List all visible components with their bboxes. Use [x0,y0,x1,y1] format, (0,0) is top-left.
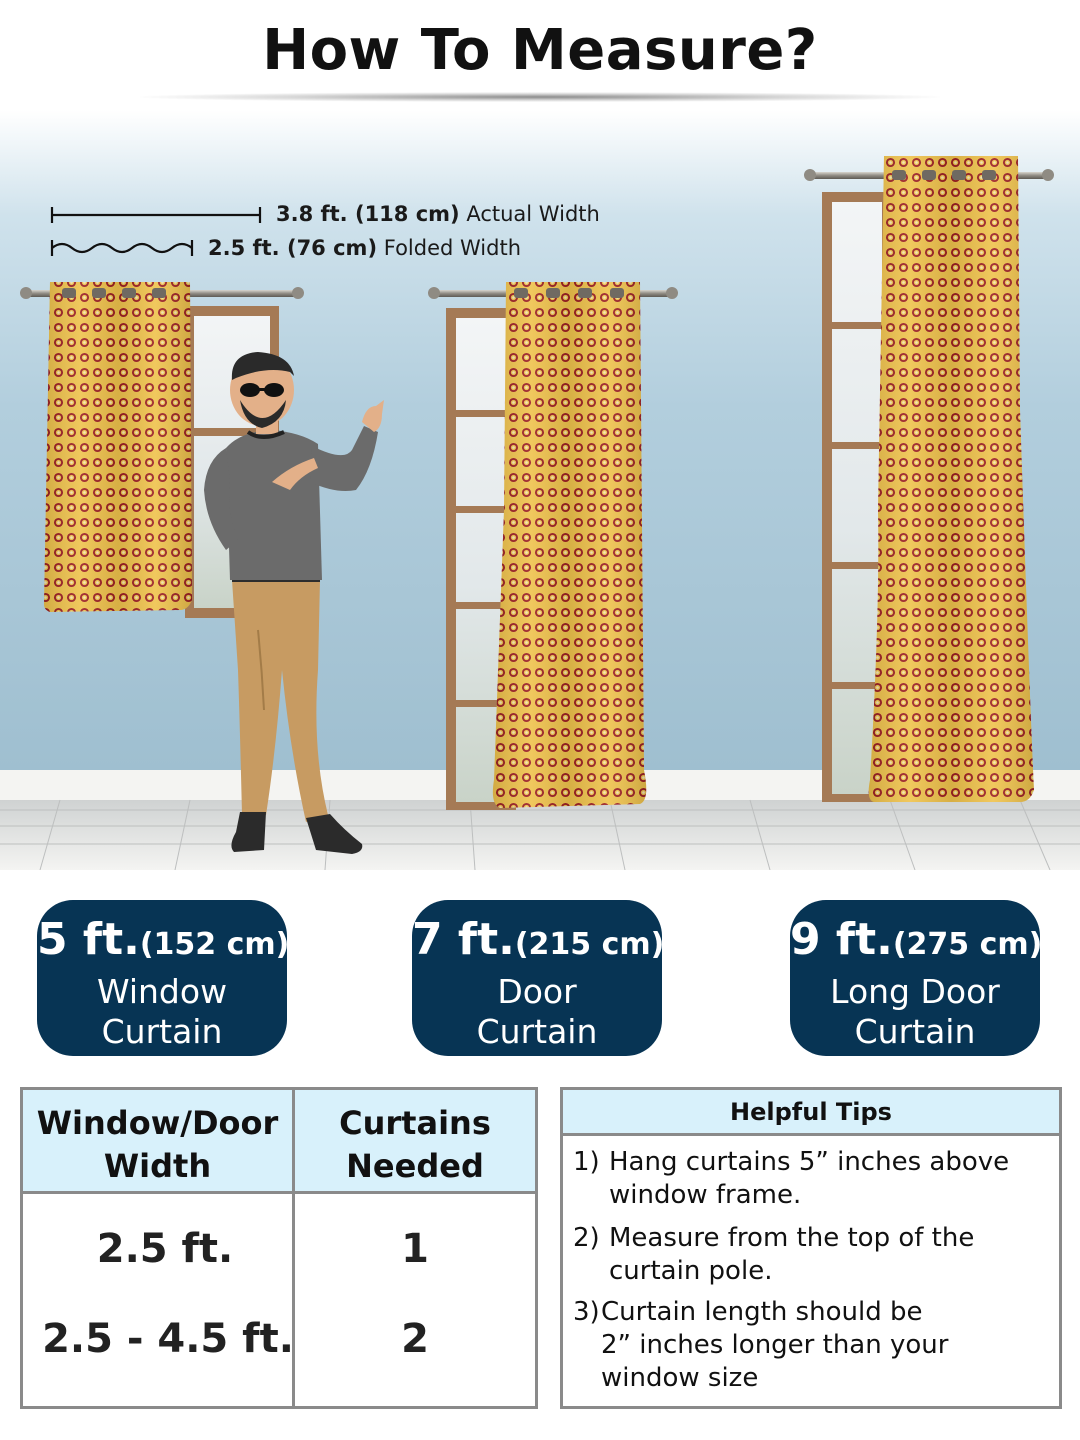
tips-header [563,1090,1059,1136]
badge-label-line1: Long Door [830,972,1000,1011]
helpful-tips-box [560,1087,1062,1409]
badge-size-ft: 5 ft. [37,914,140,965]
badge-label [790,972,1040,1052]
badge-window-curtain [37,900,290,1056]
tip-line: Curtain length should be [601,1297,923,1327]
tip-number: 2) [573,1223,600,1253]
header-line: Window/Door [36,1104,279,1142]
door-curtain [493,282,646,808]
header-curtains-needed [295,1102,535,1188]
badge-long-door-curtain [790,900,1043,1056]
tip-text [609,1222,974,1288]
tip-item [573,1296,1057,1400]
badge-size [412,914,665,965]
badge-size-ft: 9 ft. [790,914,893,965]
badge-size-cm: (152 cm) [139,927,290,962]
badge-label-line2: Curtain [101,1012,223,1051]
width-table [20,1087,538,1409]
tip-line: window size [601,1363,759,1393]
folded-width-text [208,236,521,260]
tip-item [573,1146,1057,1216]
badge-label-line1: Window [96,972,228,1011]
long-door-curtain [869,156,1034,802]
actual-width-value: 3.8 ft. (118 cm) [276,202,460,226]
header-window-door-width [23,1102,292,1188]
header-line: Width [103,1147,212,1185]
header-line: Curtains [339,1104,491,1142]
badge-size [790,914,1043,965]
tip-line: 2” inches longer than your [601,1330,949,1360]
tip-line: window frame. [609,1180,802,1210]
badge-size-cm: (215 cm) [514,927,665,962]
tip-line: curtain pole. [609,1256,773,1286]
tip-line: Hang curtains 5” inches above [609,1147,1010,1177]
title-underline-shadow [140,92,940,102]
actual-width-text [276,202,600,226]
folded-width-label: Folded Width [383,236,522,260]
tip-item [573,1222,1057,1292]
table-cell-count: 1 [401,1226,429,1272]
badge-label [412,972,662,1052]
page-title: How To Measure? [262,18,818,83]
tip-line: Measure from the top of the [609,1223,975,1253]
badge-size-ft: 7 ft. [412,914,515,965]
title-banner [0,0,1080,120]
badge-label-line2: Curtain [476,1012,598,1051]
window-curtain [44,282,192,612]
header-line: Needed [346,1147,484,1185]
tip-number: 3) [573,1297,600,1327]
tips-title: Helpful Tips [730,1098,892,1126]
badge-label-line1: Door [497,972,577,1011]
badge-label [37,972,287,1052]
table-cell-count: 2 [401,1316,429,1362]
table-cell-width: 2.5 ft. [96,1226,234,1272]
badge-label-line2: Curtain [854,1012,976,1051]
actual-width-label: Actual Width [466,202,600,226]
table-cell-width: 2.5 - 4.5 ft. [42,1316,294,1362]
room-illustration [0,110,1080,870]
tip-text [601,1296,948,1395]
badge-size-cm: (275 cm) [892,927,1043,962]
tip-text [609,1146,1009,1212]
tip-number: 1) [573,1147,600,1177]
badge-door-curtain [412,900,665,1056]
badge-size [37,914,290,965]
folded-width-value: 2.5 ft. (76 cm) [208,236,378,260]
